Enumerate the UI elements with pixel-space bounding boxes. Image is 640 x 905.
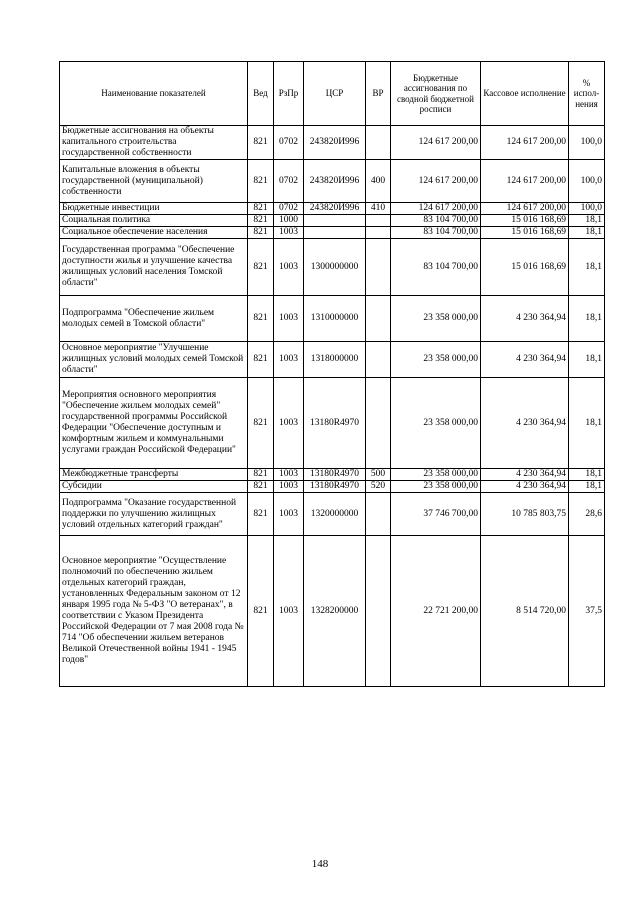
cell-rzpr: 0702 xyxy=(274,203,304,215)
table-row xyxy=(60,239,605,296)
cell-vr xyxy=(366,342,391,378)
cell-cash: 4 230 364,94 xyxy=(481,378,569,469)
cell-name: Субсидии xyxy=(60,481,248,493)
cell-rzpr: 1003 xyxy=(274,296,304,342)
cell-csr: 1310000000 xyxy=(304,296,366,342)
cell-cash: 124 617 200,00 xyxy=(481,203,569,215)
cell-rzpr: 0702 xyxy=(274,126,304,160)
cell-name: Межбюджетные трансферты xyxy=(60,469,248,481)
cell-ved: 821 xyxy=(248,239,274,296)
cell-ved: 821 xyxy=(248,126,274,160)
cell-vr: 400 xyxy=(366,160,391,203)
cell-cash: 15 016 168,69 xyxy=(481,227,569,239)
cell-pct: 100,0 xyxy=(569,126,605,160)
cell-pct: 100,0 xyxy=(569,160,605,203)
cell-ved: 821 xyxy=(248,493,274,536)
cell-cash: 124 617 200,00 xyxy=(481,160,569,203)
cell-budget: 22 721 200,00 xyxy=(391,536,481,687)
cell-budget: 124 617 200,00 xyxy=(391,126,481,160)
cell-name: Мероприятия основного мероприятия "Обеспечение жильем молодых семей" государственной программы Российской Федерации "Обеспечение доступным и комфортным жильем и коммунальными услугами граждан Российской Федерации" xyxy=(60,378,248,469)
cell-vr xyxy=(366,239,391,296)
cell-rzpr: 1000 xyxy=(274,215,304,227)
cell-vr: 500 xyxy=(366,469,391,481)
table-row xyxy=(60,481,605,493)
table-row xyxy=(60,227,605,239)
cell-pct: 18,1 xyxy=(569,469,605,481)
table-row xyxy=(60,536,605,687)
cell-rzpr: 1003 xyxy=(274,378,304,469)
cell-name: Социальное обеспечение населения xyxy=(60,227,248,239)
cell-name: Государственная программа "Обеспечение доступности жилья и улучшение качества жилищных условий населения Томской области" xyxy=(60,239,248,296)
cell-rzpr: 1003 xyxy=(274,469,304,481)
cell-name: Подпрограмма "Оказание государственной поддержки по улучшению жилищных условий отдельных категорий граждан" xyxy=(60,493,248,536)
cell-pct: 28,6 xyxy=(569,493,605,536)
header-csr: ЦСР xyxy=(304,62,366,126)
cell-pct: 18,1 xyxy=(569,378,605,469)
cell-csr: 243820И996 xyxy=(304,160,366,203)
cell-csr: 13180R4970 xyxy=(304,378,366,469)
header-pct: % испол-нения xyxy=(569,62,605,126)
cell-name: Подпрограмма "Обеспечение жильем молодых семей в Томской области" xyxy=(60,296,248,342)
table-row xyxy=(60,215,605,227)
cell-budget: 23 358 000,00 xyxy=(391,342,481,378)
cell-csr: 13180R4970 xyxy=(304,481,366,493)
cell-vr xyxy=(366,378,391,469)
table-row xyxy=(60,296,605,342)
cell-csr: 1318000000 xyxy=(304,342,366,378)
cell-ved: 821 xyxy=(248,296,274,342)
cell-csr: 1320000000 xyxy=(304,493,366,536)
cell-ved: 821 xyxy=(248,227,274,239)
cell-vr xyxy=(366,215,391,227)
cell-cash: 4 230 364,94 xyxy=(481,296,569,342)
cell-pct: 100,0 xyxy=(569,203,605,215)
cell-budget: 124 617 200,00 xyxy=(391,203,481,215)
header-vr: ВР xyxy=(366,62,391,126)
cell-pct: 18,1 xyxy=(569,342,605,378)
table-row xyxy=(60,469,605,481)
table-row xyxy=(60,493,605,536)
cell-rzpr: 1003 xyxy=(274,239,304,296)
cell-budget: 124 617 200,00 xyxy=(391,160,481,203)
table-row xyxy=(60,126,605,160)
table-row xyxy=(60,203,605,215)
cell-name: Бюджетные инвестиции xyxy=(60,203,248,215)
table-row xyxy=(60,342,605,378)
cell-cash: 4 230 364,94 xyxy=(481,469,569,481)
cell-csr xyxy=(304,227,366,239)
cell-csr: 243820И996 xyxy=(304,203,366,215)
cell-ved: 821 xyxy=(248,203,274,215)
cell-vr xyxy=(366,296,391,342)
cell-budget: 83 104 700,00 xyxy=(391,239,481,296)
cell-csr xyxy=(304,215,366,227)
cell-pct: 18,1 xyxy=(569,227,605,239)
cell-rzpr: 1003 xyxy=(274,493,304,536)
cell-ved: 821 xyxy=(248,378,274,469)
cell-cash: 15 016 168,69 xyxy=(481,239,569,296)
cell-name: Основное мероприятие "Улучшение жилищных условий молодых семей Томской области" xyxy=(60,342,248,378)
cell-vr xyxy=(366,536,391,687)
cell-vr xyxy=(366,493,391,536)
cell-ved: 821 xyxy=(248,342,274,378)
cell-pct: 18,1 xyxy=(569,296,605,342)
cell-cash: 4 230 364,94 xyxy=(481,481,569,493)
cell-csr: 1300000000 xyxy=(304,239,366,296)
cell-budget: 23 358 000,00 xyxy=(391,469,481,481)
cell-ved: 821 xyxy=(248,536,274,687)
cell-rzpr: 1003 xyxy=(274,342,304,378)
cell-pct: 18,1 xyxy=(569,215,605,227)
cell-name: Социальная политика xyxy=(60,215,248,227)
cell-name: Капитальные вложения в объекты государственной (муниципальной) собственности xyxy=(60,160,248,203)
cell-budget: 83 104 700,00 xyxy=(391,215,481,227)
cell-csr: 13180R4970 xyxy=(304,469,366,481)
table-row xyxy=(60,160,605,203)
cell-pct: 37,5 xyxy=(569,536,605,687)
cell-vr xyxy=(366,126,391,160)
cell-rzpr: 1003 xyxy=(274,227,304,239)
header-rzpr: РзПр xyxy=(274,62,304,126)
cell-budget: 83 104 700,00 xyxy=(391,227,481,239)
cell-cash: 8 514 720,00 xyxy=(481,536,569,687)
cell-name: Основное мероприятие "Осуществление полномочий по обеспечению жильем отдельных категорий граждан, установленных Федеральным законом от 12 января 1995 года № 5-ФЗ "О ветеранах", в соответствии с Указом Президента Российской Федерации от 7 мая 2008 года № 714 "Об обеспечении жильем ветеранов Великой Отечественной войны 1941 - 1945 годов" xyxy=(60,536,248,687)
cell-ved: 821 xyxy=(248,469,274,481)
page-number: 148 xyxy=(311,858,329,870)
cell-csr: 1328200000 xyxy=(304,536,366,687)
cell-vr xyxy=(366,227,391,239)
header-ved: Вед xyxy=(248,62,274,126)
cell-name: Бюджетные ассигнования на объекты капитального строительства государственной собственности xyxy=(60,126,248,160)
cell-ved: 821 xyxy=(248,215,274,227)
cell-cash: 124 617 200,00 xyxy=(481,126,569,160)
cell-cash: 15 016 168,69 xyxy=(481,215,569,227)
cell-budget: 23 358 000,00 xyxy=(391,378,481,469)
cell-pct: 18,1 xyxy=(569,481,605,493)
cell-budget: 37 746 700,00 xyxy=(391,493,481,536)
cell-vr: 410 xyxy=(366,203,391,215)
cell-ved: 821 xyxy=(248,481,274,493)
cell-rzpr: 0702 xyxy=(274,160,304,203)
cell-rzpr: 1003 xyxy=(274,536,304,687)
header-budget: Бюджетные ассигнования по сводной бюджетной росписи xyxy=(391,62,481,126)
table-row xyxy=(60,378,605,469)
cell-csr: 243820И996 xyxy=(304,126,366,160)
header-cash: Кассовое исполнение xyxy=(481,62,569,126)
cell-rzpr: 1003 xyxy=(274,481,304,493)
cell-cash: 4 230 364,94 xyxy=(481,342,569,378)
budget-table xyxy=(59,61,605,687)
header-row xyxy=(60,62,605,126)
cell-ved: 821 xyxy=(248,160,274,203)
cell-budget: 23 358 000,00 xyxy=(391,296,481,342)
cell-cash: 10 785 803,75 xyxy=(481,493,569,536)
cell-vr: 520 xyxy=(366,481,391,493)
header-name: Наименование показателей xyxy=(60,62,248,126)
cell-pct: 18,1 xyxy=(569,239,605,296)
cell-budget: 23 358 000,00 xyxy=(391,481,481,493)
